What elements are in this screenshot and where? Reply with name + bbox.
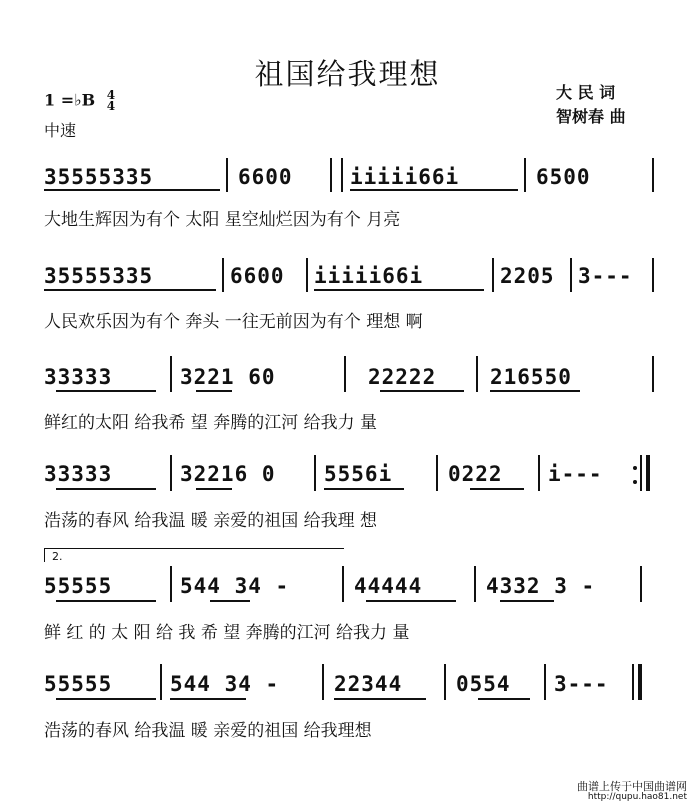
underline-beam — [44, 189, 220, 191]
system-3-measure-3: 22222 — [368, 365, 437, 389]
system-6-measure-3: 22344 — [334, 672, 403, 696]
barline — [160, 664, 162, 700]
underline-beam — [56, 698, 156, 700]
barline — [524, 158, 526, 192]
system-4-measure-3: 5556i — [324, 462, 393, 486]
barline — [652, 158, 654, 192]
time-signature-bottom: 4 — [106, 99, 116, 113]
underline-beam — [366, 600, 456, 602]
system-5-measure-1: 55555 — [44, 574, 113, 598]
system-1-lyrics: 大地生辉因为有个 太阳 星空灿烂因为有个 月亮 — [44, 210, 401, 230]
barline — [344, 356, 346, 392]
underline-beam — [380, 390, 464, 392]
barline — [306, 258, 308, 292]
repeat-dot — [633, 480, 637, 484]
system-5-measure-2: 544 34 - — [180, 574, 290, 598]
repeat-barline-thick — [646, 455, 650, 491]
underline-beam — [314, 289, 484, 291]
underline-beam — [490, 390, 580, 392]
underline-beam — [478, 698, 530, 700]
system-1-measure-1: 35555335 — [44, 165, 154, 189]
lyricist-credit: 大 民 词 — [556, 83, 616, 102]
barline — [170, 455, 172, 491]
repeat-dot — [633, 466, 637, 470]
barline — [341, 158, 343, 192]
system-1-measure-3: iiiii66i — [350, 165, 460, 189]
underline-beam — [56, 600, 156, 602]
key-signature — [44, 90, 115, 112]
barline — [640, 566, 642, 602]
system-5-measure-3: 44444 — [354, 574, 423, 598]
underline-beam — [56, 488, 156, 490]
barline — [342, 566, 344, 602]
underline-beam — [170, 698, 246, 700]
barline — [570, 258, 572, 292]
underline-beam — [500, 600, 554, 602]
system-2-measure-4: 2205 — [500, 264, 555, 288]
volta-label: 2. — [52, 550, 63, 563]
watermark-line-2: http://qupu.hao81.net — [587, 792, 687, 802]
underline-beam — [210, 600, 250, 602]
barline — [492, 258, 494, 292]
system-3-lyrics: 鲜红的太阳 给我希 望 奔腾的江河 给我力 量 — [44, 413, 378, 433]
system-3-measure-2: 3221 60 — [180, 365, 276, 389]
volta-bracket-edge — [44, 548, 45, 562]
barline — [652, 258, 654, 292]
barline — [544, 664, 546, 700]
underline-beam — [44, 289, 216, 291]
system-1-measure-2: 6600 — [238, 165, 293, 189]
system-5-measure-4: 4332 3 - — [486, 574, 596, 598]
system-4-measure-1: 33333 — [44, 462, 113, 486]
underline-beam — [196, 390, 232, 392]
barline — [226, 158, 228, 192]
underline-beam — [196, 488, 232, 490]
underline-beam — [470, 488, 524, 490]
tempo-marking: 中速 — [44, 121, 77, 140]
system-1-measure-4: 6500 — [536, 165, 591, 189]
underline-beam — [56, 390, 156, 392]
song-title: 祖国给我理想 — [254, 57, 441, 91]
underline-beam — [334, 698, 426, 700]
barline — [474, 566, 476, 602]
final-barline — [632, 664, 634, 700]
volta-bracket — [44, 548, 344, 549]
time-signature — [107, 90, 115, 112]
barline — [314, 455, 316, 491]
system-6-measure-5: 3--- — [554, 672, 609, 696]
system-4-measure-5: i--- — [548, 462, 603, 486]
underline-beam — [324, 488, 404, 490]
barline — [222, 258, 224, 292]
system-2-measure-2: 6600 — [230, 264, 285, 288]
system-3-measure-4: 216550 — [490, 365, 572, 389]
barline — [170, 356, 172, 392]
system-6-measure-2: 544 34 - — [170, 672, 280, 696]
key-label: 1 =♭B — [44, 90, 96, 110]
system-4-measure-2: 32216 0 — [180, 462, 276, 486]
system-4-lyrics: 浩荡的春风 给我温 暖 亲爱的祖国 给我理 想 — [44, 511, 378, 531]
barline — [436, 455, 438, 491]
time-signature-top: 4 — [106, 88, 116, 102]
barline — [538, 455, 540, 491]
system-2-measure-3: iiiii66i — [314, 264, 424, 288]
system-5-lyrics: 鲜 红 的 太 阳 给 我 希 望 奔腾的江河 给我力 量 — [44, 623, 410, 643]
system-6-lyrics: 浩荡的春风 给我温 暖 亲爱的祖国 给我理想 — [44, 721, 372, 741]
composer-credit: 智树春 曲 — [556, 107, 626, 126]
system-6-measure-1: 55555 — [44, 672, 113, 696]
underline-beam — [350, 189, 518, 191]
watermark-line-1: 曲谱上传于中国曲谱网 — [577, 780, 687, 793]
system-6-measure-4: 0554 — [456, 672, 511, 696]
barline — [652, 356, 654, 392]
system-4-measure-4: 0222 — [448, 462, 503, 486]
system-3-measure-1: 33333 — [44, 365, 113, 389]
barline — [476, 356, 478, 392]
barline — [322, 664, 324, 700]
barline — [170, 566, 172, 602]
system-2-measure-1: 35555335 — [44, 264, 154, 288]
system-2-measure-5: 3--- — [578, 264, 633, 288]
final-barline-thick — [638, 664, 642, 700]
barline — [330, 158, 332, 192]
site-watermark — [577, 781, 687, 803]
system-2-lyrics: 人民欢乐因为有个 奔头 一往无前因为有个 理想 啊 — [44, 312, 423, 332]
barline — [444, 664, 446, 700]
repeat-barline — [640, 455, 642, 491]
